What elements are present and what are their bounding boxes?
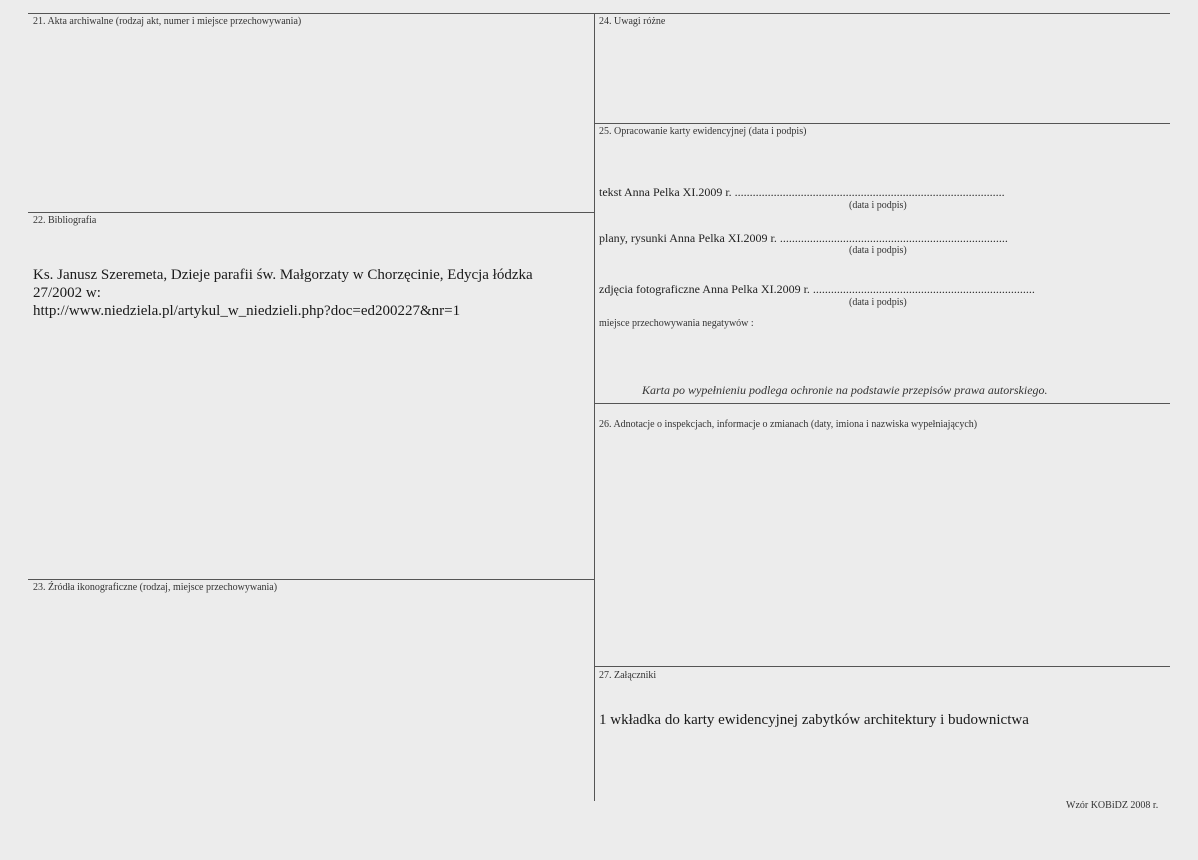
zdjecia-sub: (data i podpis) xyxy=(849,297,907,308)
plany-sub: (data i podpis) xyxy=(849,245,907,256)
section-25-label: 25. Opracowanie karty ewidencyjnej (data i podpis) xyxy=(599,126,807,137)
divider-25 xyxy=(594,123,1170,124)
section-26-label: 26. Adnotacje o inspekcjach, informacje o zmianach (daty, imiona i nazwiska wypełniających) xyxy=(599,419,978,430)
section-23-label: 23. Źródła ikonograficzne (rodzaj, miejsce przechowywania) xyxy=(33,582,278,593)
divider-23 xyxy=(28,579,594,580)
divider-26 xyxy=(594,403,1170,404)
attachment-text: 1 wkładka do karty ewidencyjnej zabytków architektury i budownictwa xyxy=(599,712,1029,728)
bibliography-line-3: http://www.niedziela.pl/artykul_w_niedzieli.php?doc=ed200227&nr=1 xyxy=(33,303,461,319)
section-27-label: 27. Załączniki xyxy=(599,670,657,681)
plany-line: plany, rysunki Anna Pelka XI.2009 r. ............................................................................ xyxy=(599,231,1008,245)
divider-22 xyxy=(28,212,594,213)
tekst-line: tekst Anna Pelka XI.2009 r. .......................................................................................... xyxy=(599,185,1005,199)
section-22-label: 22. Bibliografia xyxy=(33,215,97,226)
section-21-label: 21. Akta archiwalne (rodzaj akt, numer i miejsce przechowywania) xyxy=(33,16,302,27)
divider-27 xyxy=(594,666,1170,667)
negatywy-line: miejsce przechowywania negatywów : xyxy=(599,318,754,329)
top-border-right xyxy=(594,13,1170,14)
bibliography-line-1: Ks. Janusz Szeremeta, Dzieje parafii św. Małgorzaty w Chorzęcinie, Edycja łódzka xyxy=(33,267,533,283)
tekst-sub: (data i podpis) xyxy=(849,200,907,211)
form-template-label: Wzór KOBiDZ 2008 r. xyxy=(1066,800,1159,811)
column-divider xyxy=(594,13,595,801)
copyright-notice: Karta po wypełnieniu podlega ochronie na podstawie przepisów prawa autorskiego. xyxy=(642,383,1048,397)
bibliography-line-2: 27/2002 w: xyxy=(33,285,101,301)
section-24-label: 24. Uwagi różne xyxy=(599,16,666,27)
top-border-left xyxy=(28,13,594,14)
zdjecia-line: zdjęcia fotograficzne Anna Pelka XI.2009 r. .......................................................................... xyxy=(599,282,1035,296)
